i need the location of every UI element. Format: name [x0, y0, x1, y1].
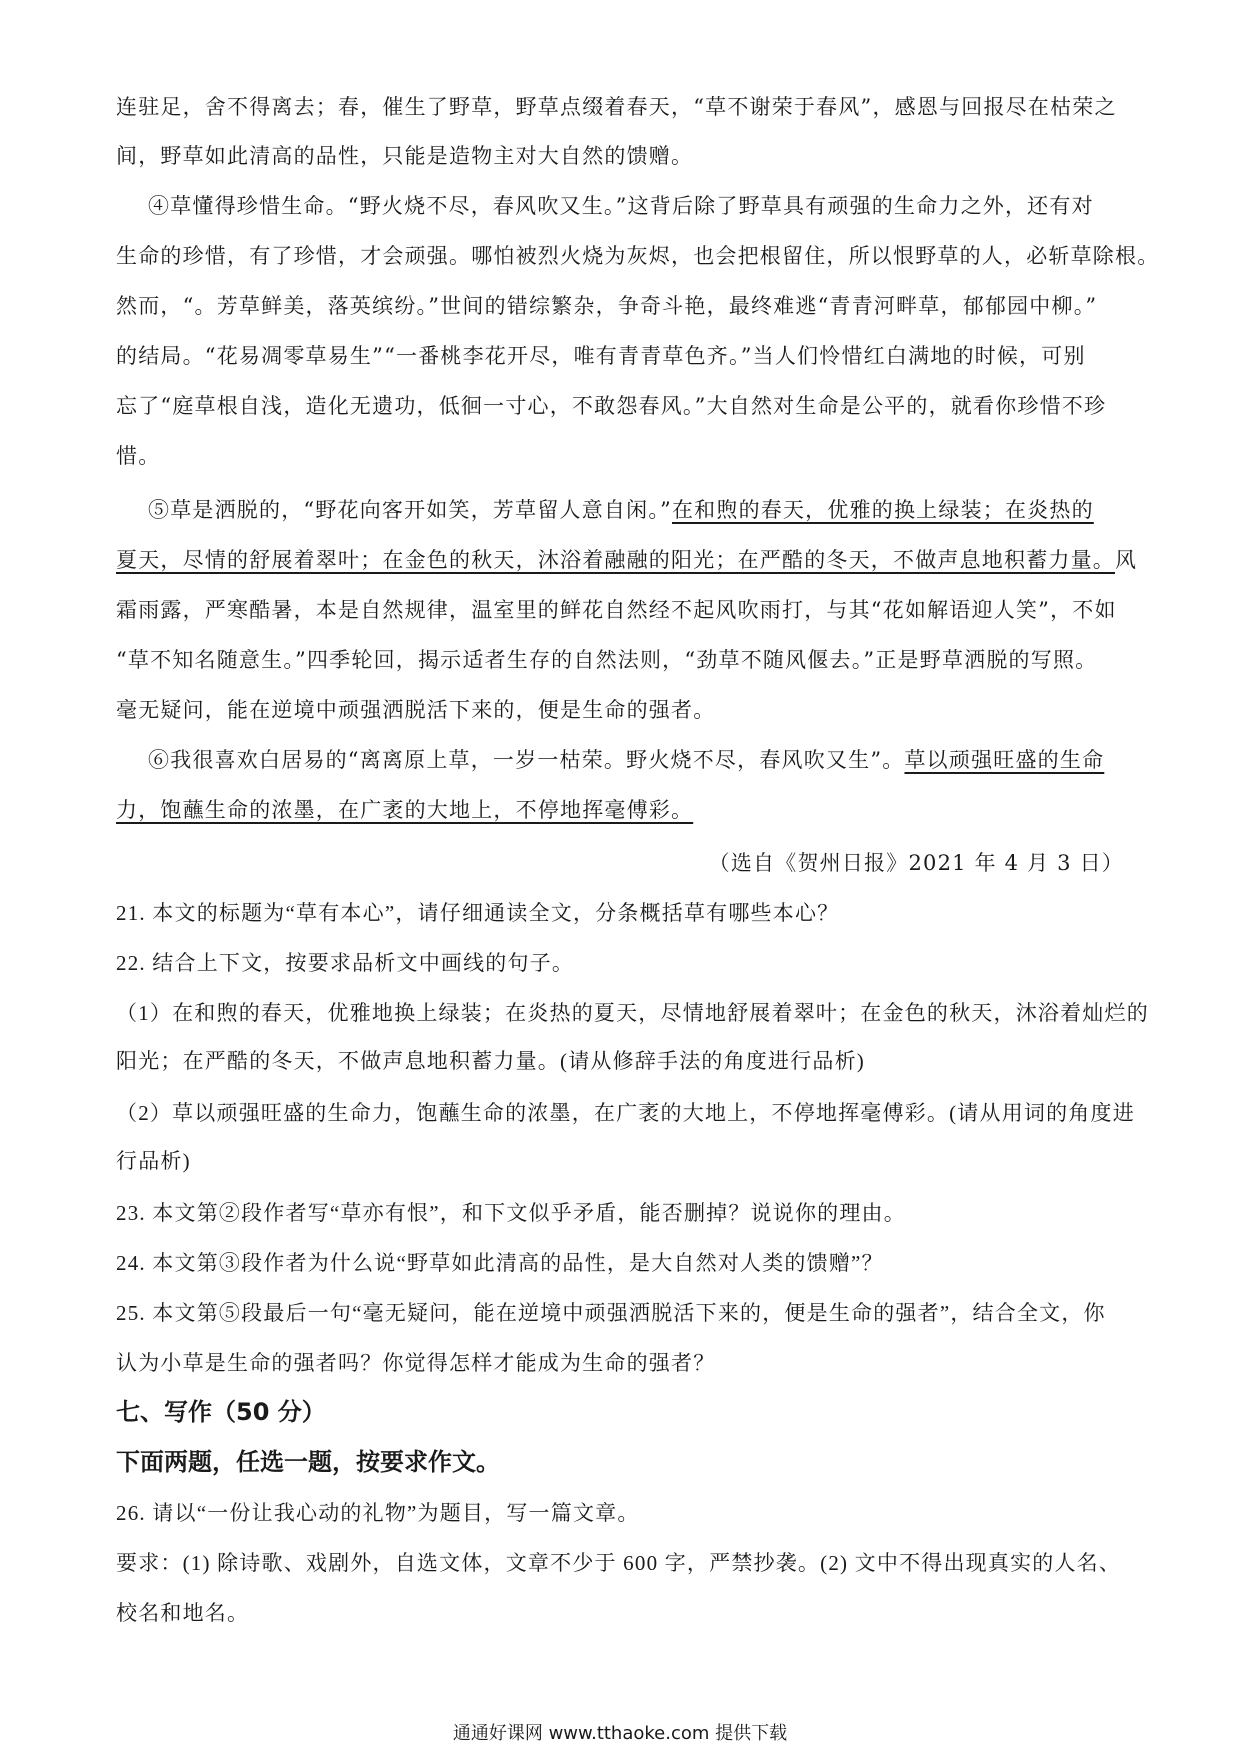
writing-requirements: 要求：(1) 除诗歌、戏剧外，自选文体，文章不少于 600 字，严禁抄袭。(2) 文中不得出现真实的人名、	[116, 1551, 1122, 1575]
footer-download-note: 通通好课网 www.tthaoke.com 提供下载	[452, 1723, 788, 1744]
question-22-part-2: （2）草以顽强旺盛的生命力，饱蘸生命的浓墨，在广袤的大地上，不停地挥毫傅彩。(请从用词的角度进	[116, 1101, 1135, 1125]
writing-requirements: 校名和地名。	[116, 1601, 250, 1625]
paragraph-5-text: ⑤草是洒脱的，“野花向客开如笑，芳草留人意自闲。”	[148, 498, 672, 522]
paragraph-5-line	[148, 495, 1126, 525]
passage-line: 间，野草如此清高的品性，只能是造物主对大自然的馈赠。	[116, 144, 694, 168]
paragraph-5-line: “草不知名随意生。”四季轮回，揭示适者生存的自然法则，“劲草不随风偃去。”正是野草洒脱的写照。	[116, 648, 1098, 672]
writing-instruction: 下面两题，任选一题，按要求作文。	[116, 1448, 500, 1476]
underlined-sentence: 夏天，尽情的舒展着翠叶；在金色的秋天，沐浴着融融的阳光；在严酷的冬天，不做声息地积蓄力量。	[116, 548, 1115, 572]
paragraph-4-line: 忘了“庭草根自浅，造化无遗功，低徊一寸心，不敢怨春风。”大自然对生命是公平的，就看你珍惜不珍	[116, 394, 1107, 418]
paragraph-4-line: ④草懂得珍惜生命。“野火烧不尽，春风吹又生。”这背后除了野草具有顽强的生命力之外，还有对	[148, 194, 1094, 218]
question-22: 22. 结合上下文，按要求品析文中画线的句子。	[116, 951, 575, 975]
passage-line: 连驻足，舍不得离去；春，催生了野草，野草点缀着春天，“草不谢荣于春风”，感恩与回报尽在枯荣之	[116, 95, 1117, 119]
question-25: 认为小草是生命的强者吗？你觉得怎样才能成为生命的强者？	[116, 1351, 716, 1375]
paragraph-4-line: 的结局。“花易凋零草易生”“一番桃李花开尽，唯有青青草色齐。”当人们怜惜红白满地的时候，可别	[116, 344, 1086, 368]
question-25: 25. 本文第⑤段最后一句“毫无疑问，能在逆境中顽强洒脱活下来的，便是生命的强者”，结合全文，你	[116, 1301, 1106, 1325]
question-22-part-1: 阳光；在严酷的冬天，不做声息地积蓄力量。(请从修辞手法的角度进行品析)	[116, 1049, 865, 1073]
paragraph-5-line: 霜雨露，严寒酷暑，本是自然规律，温室里的鲜花自然经不起风吹雨打，与其“花如解语迎人笑”，不如	[116, 598, 1117, 622]
paragraph-5-line	[116, 545, 1138, 575]
paragraph-6-line	[148, 745, 1126, 775]
paragraph-4-line: 然而，“。芳草鲜美，落英缤纷。”世间的错综繁杂，争奇斗艳，最终难逃“青青河畔草，郁郁园中柳。”	[116, 294, 1098, 318]
underlined-sentence: 在和煦的春天，优雅的换上绿装；在炎热的	[671, 498, 1094, 522]
question-21: 21. 本文的标题为“草有本心”，请仔细通读全文，分条概括草有哪些本心？	[116, 901, 840, 925]
source-citation: （选自《贺州日报》2021 年 4 月 3 日）	[708, 851, 1124, 875]
underlined-sentence: 力，饱蘸生命的浓墨，在广袤的大地上，不停地挥毫傅彩。	[116, 798, 694, 822]
paragraph-6-text: ⑥我很喜欢白居易的“离离原上草，一岁一枯荣。野火烧不尽，春风吹又生”。	[148, 748, 905, 772]
question-22-part-2: 行品析)	[116, 1149, 191, 1173]
paragraph-4-line: 生命的珍惜，有了珍惜，才会顽强。哪怕被烈火烧为灰烬，也会把根留住，所以恨野草的人，必斩草除根。	[116, 244, 1160, 268]
paragraph-4-line: 惜。	[116, 444, 161, 468]
question-23: 23. 本文第②段作者写“草亦有恨”，和下文似乎矛盾，能否删掉？说说你的理由。	[116, 1201, 906, 1225]
paragraph-5-text: 风	[1115, 548, 1138, 572]
section-heading: 七、写作（50 分）	[116, 1398, 326, 1426]
paragraph-6-line	[116, 795, 1126, 825]
underlined-sentence: 草以顽强旺盛的生命	[904, 748, 1105, 772]
paragraph-5-line: 毫无疑问，能在逆境中顽强洒脱活下来的，便是生命的强者。	[116, 698, 716, 722]
question-26: 26. 请以“一份让我心动的礼物”为题目，写一篇文章。	[116, 1501, 640, 1525]
question-24: 24. 本文第③段作者为什么说“野草如此清高的品性，是大自然对人类的馈赠”？	[116, 1251, 884, 1275]
question-22-part-1: （1）在和煦的春天，优雅地换上绿装；在炎热的夏天，尽情地舒展着翠叶；在金色的秋天，沐浴着灿烂的	[116, 1001, 1149, 1025]
